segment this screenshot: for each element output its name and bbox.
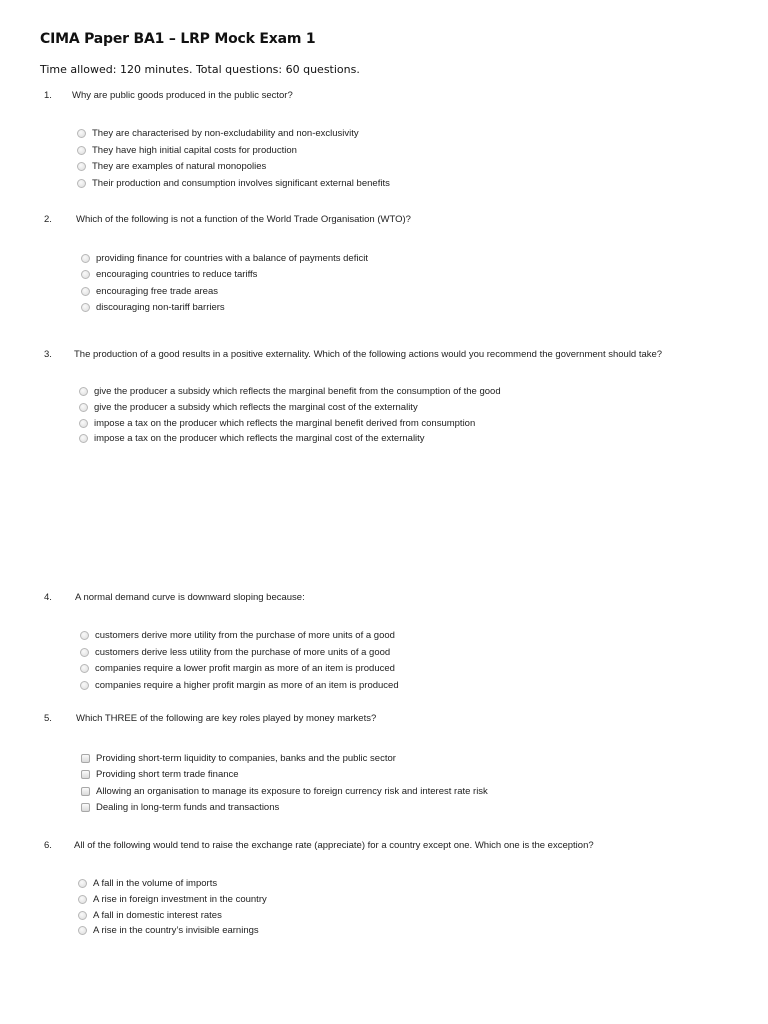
radio-button[interactable]	[80, 681, 89, 690]
option-label: A rise in foreign investment in the country	[93, 893, 267, 905]
checkbox[interactable]	[81, 803, 90, 812]
document-title: CIMA Paper BA1 – LRP Mock Exam 1	[40, 31, 316, 47]
radio-button[interactable]	[81, 270, 90, 279]
radio-button[interactable]	[77, 179, 86, 188]
radio-button[interactable]	[79, 434, 88, 443]
option-label: encouraging countries to reduce tariffs	[96, 269, 258, 281]
question-number: 1.	[44, 90, 52, 101]
option-label: companies require a higher profit margin as more of an item is produced	[95, 679, 399, 691]
radio-button[interactable]	[78, 911, 87, 920]
option-label: A fall in the volume of imports	[93, 878, 218, 889]
question-text: Which THREE of the following are key roles played by money markets?	[76, 713, 377, 724]
radio-button[interactable]	[78, 879, 87, 888]
radio-button[interactable]	[77, 129, 86, 138]
radio-button[interactable]	[77, 162, 86, 171]
option-label: impose a tax on the producer which reflects the marginal benefit derived from consumption	[94, 417, 476, 429]
option-label: companies require a lower profit margin as more of an item is produced	[95, 663, 395, 674]
checkbox[interactable]	[81, 787, 90, 796]
option-label: give the producer a subsidy which reflects the marginal cost of the externality	[94, 401, 418, 413]
question-number: 5.	[44, 713, 52, 724]
radio-button[interactable]	[78, 926, 87, 935]
question-text: Which of the following is not a function of the World Trade Organisation (WTO)?	[76, 214, 411, 225]
option-label: give the producer a subsidy which reflects the marginal benefit from the consumption of the good	[94, 386, 501, 397]
option-label: A fall in domestic interest rates	[93, 909, 222, 921]
exam-instructions: Time allowed: 120 minutes. Total questions: 60 questions.	[40, 63, 360, 76]
option-label: Their production and consumption involves significant external benefits	[92, 177, 390, 189]
radio-button[interactable]	[81, 254, 90, 263]
radio-button[interactable]	[81, 303, 90, 312]
radio-button[interactable]	[78, 895, 87, 904]
question-text: The production of a good results in a positive externality. Which of the following actions would you recommend the government should take?	[74, 349, 663, 360]
question-number: 2.	[44, 214, 52, 225]
option-label: They are characterised by non-excludability and non-exclusivity	[92, 128, 359, 139]
option-label: Providing short term trade finance	[96, 769, 239, 781]
radio-button[interactable]	[81, 287, 90, 296]
question-number: 4.	[44, 592, 52, 603]
radio-button[interactable]	[80, 664, 89, 673]
radio-button[interactable]	[79, 419, 88, 428]
checkbox[interactable]	[81, 770, 90, 779]
option-label: providing finance for countries with a balance of payments deficit	[96, 253, 368, 264]
radio-button[interactable]	[79, 387, 88, 396]
option-label: They are examples of natural monopolies	[92, 161, 267, 172]
question-number: 6.	[44, 840, 52, 851]
option-label: A rise in the country’s invisible earnings	[93, 925, 259, 937]
option-label: customers derive less utility from the purchase of more units of a good	[95, 646, 391, 658]
question-number: 3.	[44, 349, 52, 360]
option-label: Allowing an organisation to manage its exposure to foreign currency risk and interest rate risk	[96, 785, 488, 797]
option-label: Providing short-term liquidity to companies, banks and the public sector	[96, 753, 396, 764]
radio-button[interactable]	[77, 146, 86, 155]
option-label: Dealing in long-term funds and transactions	[96, 801, 280, 813]
checkbox[interactable]	[81, 754, 90, 763]
radio-button[interactable]	[80, 631, 89, 640]
question-text: All of the following would tend to raise the exchange rate (appreciate) for a country except one. Which one is the exception?	[74, 840, 594, 851]
option-label: They have high initial capital costs for production	[92, 144, 297, 156]
option-label: customers derive more utility from the purchase of more units of a good	[95, 630, 395, 641]
radio-button[interactable]	[80, 648, 89, 657]
radio-button[interactable]	[79, 403, 88, 412]
option-label: discouraging non-tariff barriers	[96, 301, 225, 313]
question-text: A normal demand curve is downward sloping because:	[75, 592, 305, 603]
question-text: Why are public goods produced in the public sector?	[72, 90, 293, 101]
option-label: impose a tax on the producer which reflects the marginal cost of the externality	[94, 433, 425, 445]
option-label: encouraging free trade areas	[96, 285, 218, 297]
